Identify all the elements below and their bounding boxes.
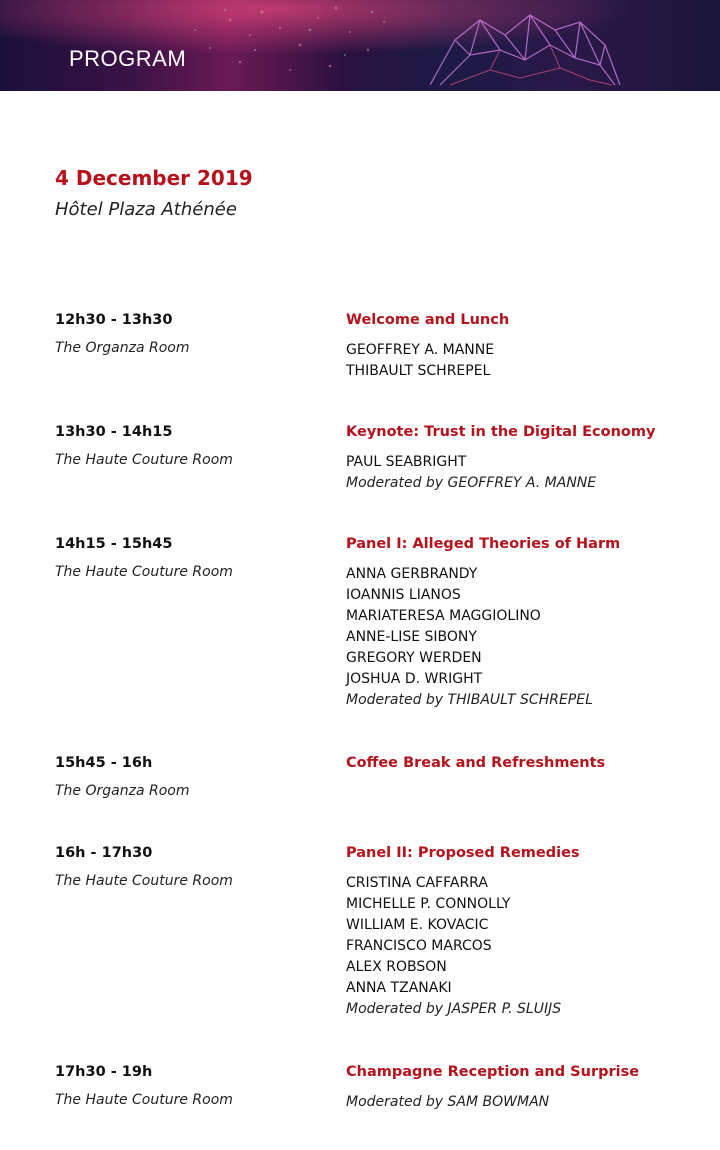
session-title: Keynote: Trust in the Digital Economy [346,424,656,440]
session-time: 16h - 17h30 [55,845,153,861]
speaker-name: ANNA TZANAKI [346,980,452,996]
session-time: 14h15 - 15h45 [55,536,173,552]
session-title: Coffee Break and Refreshments [346,755,606,771]
speaker-list [346,452,596,494]
speaker-list [346,873,561,1020]
speaker-name: JOSHUA D. WRIGHT [346,671,483,687]
session-time: 17h30 - 19h [55,1064,153,1080]
header-banner [0,0,720,91]
event-date: 4 December 2019 [55,166,253,190]
session-title: Panel I: Alleged Theories of Harm [346,536,621,552]
speaker-name: MARIATERESA MAGGIOLINO [346,608,541,624]
speaker-name: GREGORY WERDEN [346,650,482,666]
session-room: The Haute Couture Room [55,452,233,468]
speaker-name: THIBAULT SCHREPEL [346,363,491,379]
speaker-name: PAUL SEABRIGHT [346,454,467,470]
session-title: Welcome and Lunch [346,312,510,328]
session-room: The Haute Couture Room [55,1092,233,1108]
session-room: The Haute Couture Room [55,564,233,580]
session-time: 13h30 - 14h15 [55,424,173,440]
speaker-name: IOANNIS LIANOS [346,587,461,603]
moderator-line: Moderated by SAM BOWMAN [346,1094,550,1110]
speaker-name: ANNE-LISE SIBONY [346,629,477,645]
speaker-name: FRANCISCO MARCOS [346,938,492,954]
session-title: Panel II: Proposed Remedies [346,845,580,861]
speaker-name: MICHELLE P. CONNOLLY [346,896,511,912]
banner-title: PROGRAM [69,46,187,71]
event-venue: Hôtel Plaza Athénée [55,199,237,220]
speaker-name: ALEX ROBSON [346,959,447,975]
session-room: The Organza Room [55,783,190,799]
session-room: The Organza Room [55,340,190,356]
speaker-list [346,564,593,711]
speaker-name: WILLIAM E. KOVACIC [346,917,489,933]
speaker-name: ANNA GERBRANDY [346,566,478,582]
session-title: Champagne Reception and Surprise [346,1064,640,1080]
session-time: 12h30 - 13h30 [55,312,173,328]
moderator-line: Moderated by GEOFFREY A. MANNE [346,475,597,491]
speaker-list [346,340,494,382]
moderator-line: Moderated by THIBAULT SCHREPEL [346,692,593,708]
session-time: 15h45 - 16h [55,755,153,771]
moderator-line: Moderated by JASPER P. SLUIJS [346,1001,562,1017]
speaker-list [346,1092,549,1113]
speaker-name: GEOFFREY A. MANNE [346,342,495,358]
session-room: The Haute Couture Room [55,873,233,889]
speaker-name: CRISTINA CAFFARRA [346,875,488,891]
